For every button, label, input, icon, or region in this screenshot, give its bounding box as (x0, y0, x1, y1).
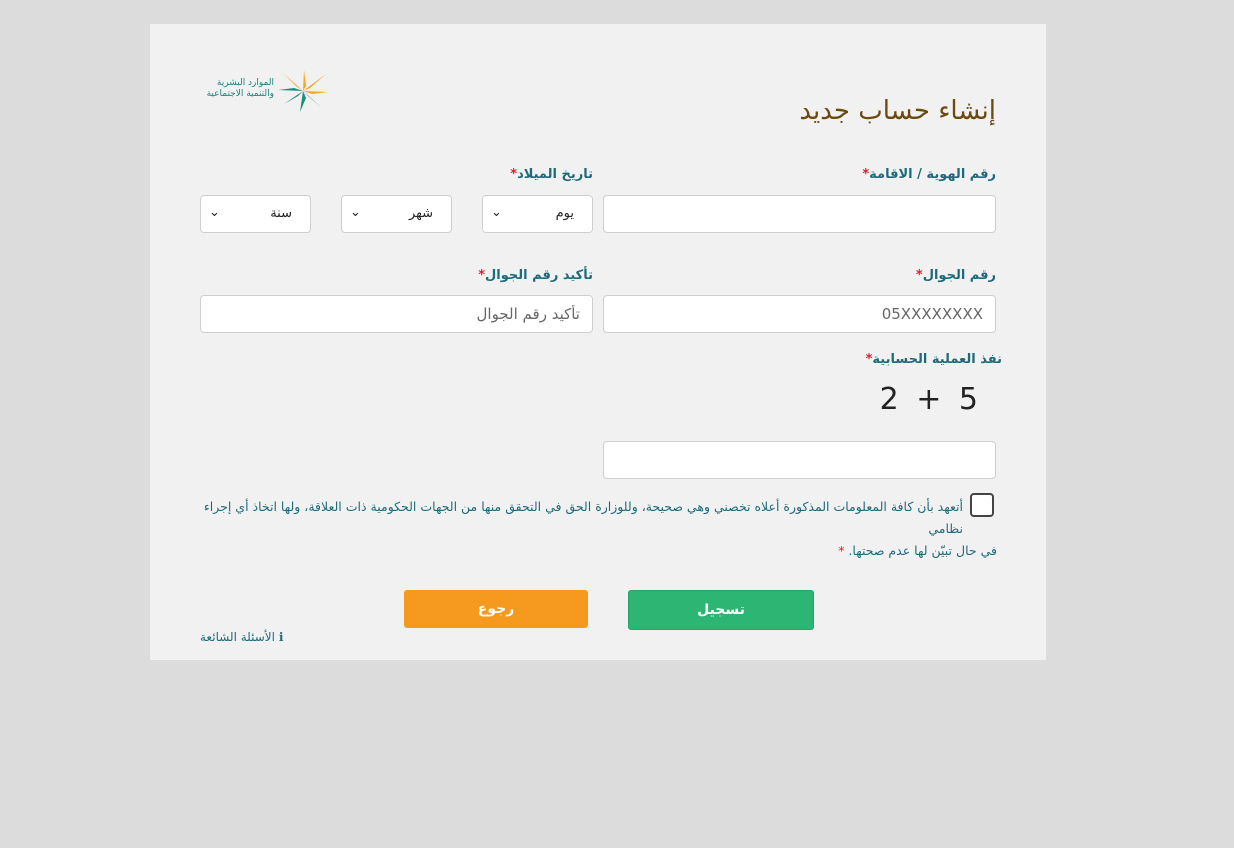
mobile-input[interactable] (603, 295, 996, 333)
birth-date-label (510, 167, 593, 182)
back-button[interactable]: رجوع (404, 590, 588, 628)
faq-link-text: الأسئلة الشائعة (200, 630, 275, 644)
registration-panel (150, 24, 1046, 660)
required-mark: * (838, 543, 845, 558)
day-select[interactable] (482, 195, 593, 233)
mobile-label (916, 268, 996, 283)
confirm-mobile-label-text: تأكيد رقم الجوال (485, 268, 593, 283)
captcha-answer-input[interactable] (603, 441, 996, 479)
pledge-text (197, 496, 997, 562)
chevron-down-icon: ⌄ (350, 205, 361, 220)
required-mark: * (510, 167, 518, 182)
logo-text-line2: والتنمية الاجتماعية (206, 89, 274, 99)
year-select-value: سنة (270, 206, 292, 221)
required-mark: * (862, 167, 870, 182)
captcha-expression: 2 + 5 (879, 382, 982, 417)
ministry-logo (200, 68, 340, 114)
year-select[interactable] (200, 195, 311, 233)
required-mark: * (478, 268, 486, 283)
day-select-value: يوم (555, 206, 574, 221)
register-button[interactable]: تسجيل (628, 590, 814, 630)
page-title: إنشاء حساب جديد (799, 96, 996, 126)
captcha-label-text: نفذ العملية الحسابية (872, 352, 1002, 367)
mobile-label-text: رقم الجوال (922, 268, 996, 283)
logo-text-line1: الموارد البشرية (216, 78, 274, 88)
birth-date-label-text: تاريخ الميلاد (517, 167, 593, 182)
chevron-down-icon: ⌄ (209, 205, 220, 220)
logo-text (200, 78, 274, 100)
month-select-value: شهر (408, 206, 433, 221)
id-number-input[interactable] (603, 195, 996, 233)
logo-star-icon (276, 68, 330, 114)
info-icon: ℹ (278, 630, 284, 644)
id-number-label (862, 167, 996, 182)
confirm-mobile-input[interactable] (200, 295, 593, 333)
required-mark: * (865, 352, 873, 367)
pledge-line1: أتعهد بأن كافة المعلومات المذكورة أعلاه تخصني وهي صحيحة، وللوزارة الحق في التحقق منها من الجهات الحكومية ذات العلاقة، ولها اتخاذ أي إجراء نظامي (203, 499, 963, 536)
month-select[interactable] (341, 195, 452, 233)
chevron-down-icon: ⌄ (491, 205, 502, 220)
required-mark: * (915, 268, 923, 283)
confirm-mobile-label (478, 268, 593, 283)
faq-link[interactable] (200, 630, 283, 644)
captcha-label (866, 352, 1002, 367)
pledge-line2: في حال تبيّن لها عدم صحتها. (848, 543, 997, 558)
id-number-label-text: رقم الهوية / الاقامة (869, 167, 996, 182)
